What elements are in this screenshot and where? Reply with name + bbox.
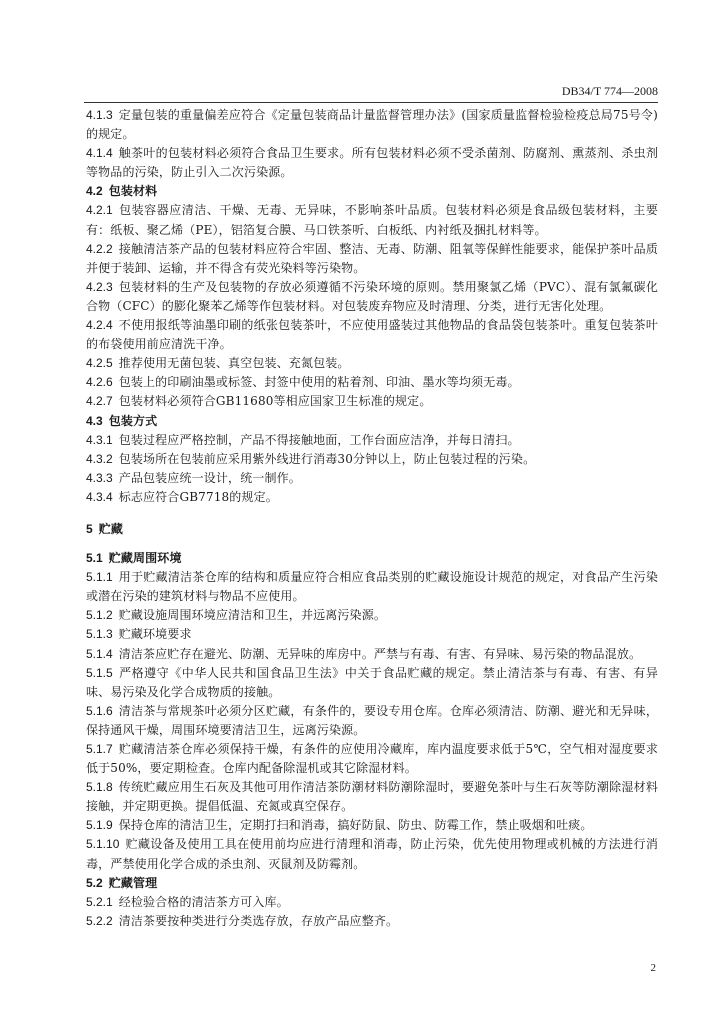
clause-number: 5.1.5	[86, 665, 113, 680]
clause-paragraph	[86, 201, 658, 239]
chapter-heading	[86, 520, 658, 539]
clause-number: 5.1.3	[86, 627, 113, 642]
clause-text: 包装材料必须符合GB11680等相应国家卫生标准的规定。	[118, 394, 432, 409]
clause-number: 5.1.9	[86, 818, 113, 833]
clause-number: 4.2.4	[86, 318, 113, 333]
clause-text: 贮藏环境要求	[118, 627, 192, 642]
clause-number: 5.1.2	[86, 608, 113, 623]
clause-paragraph	[86, 392, 658, 411]
section-heading	[86, 874, 658, 893]
clause-number: 4.1.4	[86, 146, 113, 161]
clause-paragraph	[86, 144, 658, 182]
clause-text: 贮藏设施周围环境应清洁和卫生，并远离污染源。	[118, 608, 387, 623]
clause-text: 不使用报纸等油墨印刷的纸张包装茶叶，不应使用盛装过其他物品的食品袋包装茶叶。重复包装茶叶的布袋使用前应清洗干净。	[86, 318, 658, 352]
clause-text: 标志应符合GB7718的规定。	[118, 489, 278, 504]
clause-number: 5.1.4	[86, 646, 113, 661]
clause-number: 5.2.2	[86, 913, 113, 928]
clause-paragraph	[86, 354, 658, 373]
clause-paragraph	[86, 431, 658, 450]
clause-number: 5.1.8	[86, 780, 113, 795]
clause-number: 4.2.2	[86, 241, 113, 256]
clause-text: 保持仓库的清洁卫生，定期打扫和消毒，搞好防鼠、防虫、防霉工作，禁止吸烟和吐痰。	[118, 818, 593, 833]
clause-paragraph	[86, 488, 658, 507]
clause-paragraph	[86, 835, 658, 873]
clause-text: 贮藏设备及使用工具在使用前均应进行清理和消毒，防止污染，优先使用物理或机械的方法进行消毒，严禁使用化学合成的杀虫剂、灭鼠剂及防霉剂。	[86, 837, 658, 871]
clause-number: 4.3.3	[86, 470, 113, 485]
clause-paragraph	[86, 316, 658, 354]
page-header	[84, 84, 658, 103]
section-heading	[86, 412, 658, 431]
section-heading	[86, 182, 658, 201]
clause-number: 4.3.4	[86, 489, 113, 504]
clause-paragraph	[86, 645, 658, 664]
section-heading	[86, 549, 658, 568]
clause-paragraph	[86, 778, 658, 816]
clause-text: 包装容器应清洁、干燥、无毒、无异味，不影响茶叶品质。包装材料必须是食品级包装材料，主要有：纸板、聚乙烯（PE），铝箔复合膜、马口铁茶听、白板纸、内衬纸及捆扎材料等。	[86, 203, 658, 237]
clause-paragraph	[86, 240, 658, 278]
clause-text: 经检验合格的清洁茶方可入库。	[118, 894, 289, 909]
clause-text: 贮藏周围环境	[108, 551, 182, 566]
clause-text: 清洁茶与常规茶叶必须分区贮藏，有条件的，要设专用仓库。仓库必须清洁、防潮、避光和无异味，保持通风干燥，周围环境要清洁卫生，远离污染源。	[86, 703, 658, 737]
page-number: 2	[650, 962, 656, 974]
clause-paragraph	[86, 740, 658, 778]
clause-paragraph	[86, 469, 658, 488]
clause-text: 清洁茶应贮存在避光、防潮、无异味的库房中。严禁与有毒、有害、有异味、易污染的物品混放。	[118, 646, 642, 661]
clause-number: 5.2.1	[86, 894, 113, 909]
clause-text: 贮藏	[98, 521, 123, 536]
clause-number: 5.2	[86, 875, 103, 890]
clause-paragraph	[86, 625, 658, 644]
clause-text: 产品包装应统一设计，统一制作。	[118, 470, 301, 485]
clause-number: 5.1.1	[86, 570, 113, 585]
clause-text: 包装材料	[108, 184, 158, 199]
clause-number: 4.3.1	[86, 432, 113, 447]
clause-paragraph	[86, 606, 658, 625]
clause-text: 接触清洁茶产品的包装材料应符合牢固、整洁、无毒、防潮、阻氧等保鲜性能要求，能保护茶叶品质并便于装卸、运输，并不得含有荧光染料等污染物。	[86, 241, 658, 275]
clause-number: 4.2.5	[86, 356, 113, 371]
clause-text: 包装方式	[108, 413, 158, 428]
clause-paragraph	[86, 912, 658, 931]
clause-paragraph	[86, 450, 658, 469]
clause-paragraph	[86, 816, 658, 835]
clause-number: 4.2	[86, 184, 103, 199]
clause-text: 贮藏清洁茶仓库必须保持干燥，有条件的应使用冷藏库，库内温度要求低于5℃，空气相对湿度要求低于50%，要定期检查。仓库内配备除湿机或其它除湿材料。	[86, 742, 658, 776]
clause-number: 4.3.2	[86, 451, 113, 466]
document-code: DB34/T 774—2008	[561, 84, 658, 98]
clause-number: 4.1.3	[86, 108, 113, 122]
clause-paragraph	[86, 106, 658, 144]
clause-paragraph	[86, 278, 658, 316]
clause-text: 用于贮藏清洁茶仓库的结构和质量应符合相应食品类别的贮藏设施设计规范的规定，对食品产生污染或潜在污染的建筑材料与物品不应使用。	[86, 570, 658, 604]
clause-text: 传统贮藏应用生石灰及其他可用作清洁茶防潮材料防潮除湿时，要避免茶叶与生石灰等防潮除湿材料接触，并定期更换。提倡低温、充氮或真空保存。	[86, 780, 658, 814]
clause-paragraph	[86, 568, 658, 606]
clause-number: 4.2.3	[86, 279, 113, 294]
clause-text: 定量包装的重量偏差应符合《定量包装商品计量监督管理办法》(国家质量监督检验检疫总局75号令)的规定。	[86, 108, 658, 142]
clause-text: 包装材料的生产及包装物的存放必须遵循不污染环境的原则。禁用聚氯乙烯（PVC）、混有氯氟碳化合物（CFC）的膨化聚苯乙烯等作包装材料。对包装废弃物应及时清理、分类，进行无害化处理。	[86, 279, 658, 313]
clause-number: 4.2.1	[86, 203, 113, 218]
clause-text: 严格遵守《中华人民共和国食品卫生法》中关于食品贮藏的规定。禁止清洁茶与有毒、有害、有异味、易污染及化学合成物质的接触。	[86, 665, 658, 699]
clause-number: 4.2.6	[86, 375, 113, 390]
clause-paragraph	[86, 893, 658, 912]
clause-paragraph	[86, 702, 658, 740]
clause-number: 5.1.10	[86, 837, 120, 852]
clause-number: 4.2.7	[86, 394, 113, 409]
document-body	[86, 106, 658, 931]
clause-text: 贮藏管理	[108, 875, 158, 890]
clause-text: 包装上的印刷油墨或标签、封签中使用的粘着剂、印油、墨水等均须无毒。	[118, 375, 520, 390]
clause-text: 触茶叶的包装材料必须符合食品卫生要求。所有包装材料必须不受杀菌剂、防腐剂、熏蒸剂、杀虫剂等物品的污染，防止引入二次污染源。	[86, 146, 658, 180]
clause-number: 5.1	[86, 551, 103, 566]
clause-number: 5.1.6	[86, 703, 113, 718]
clause-text: 清洁茶要按种类进行分类选存放，存放产品应整齐。	[118, 913, 399, 928]
clause-number: 4.3	[86, 413, 103, 428]
clause-number: 5.1.7	[86, 742, 113, 756]
clause-text: 包装过程应严格控制，产品不得接触地面，工作台面应洁净，并每日清扫。	[118, 432, 520, 447]
clause-text: 推荐使用无菌包装、真空包装、充氮包装。	[118, 356, 350, 371]
clause-text: 包装场所在包装前应采用紫外线进行消毒30分钟以上，防止包装过程的污染。	[118, 451, 536, 466]
clause-paragraph	[86, 373, 658, 392]
clause-number: 5	[86, 521, 93, 536]
clause-paragraph	[86, 664, 658, 702]
